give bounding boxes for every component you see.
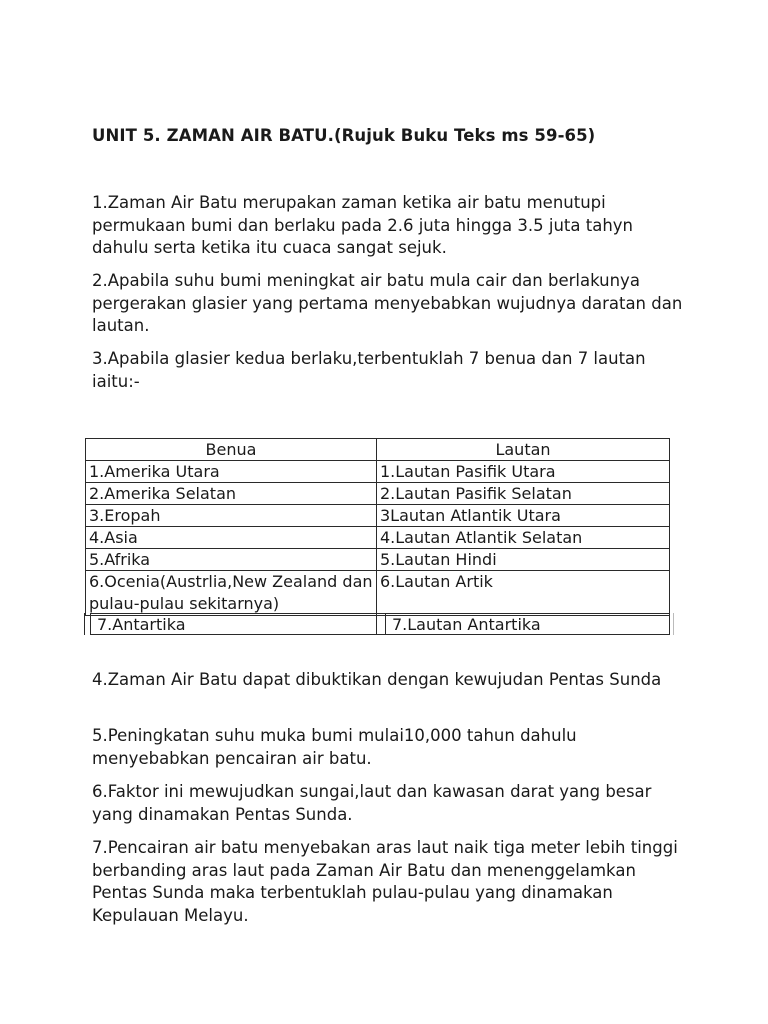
table-cell: 5.Afrika: [86, 549, 377, 571]
paragraph-1: 1.Zaman Air Batu merupakan zaman ketika air batu menutupi permukaan bumi dan berlaku pada 2.6 juta hingga 3.5 juta tahyn dahulu serta ketika itu cuaca sangat sejuk.: [92, 193, 633, 257]
table-cell: 3.Eropah: [86, 505, 377, 527]
table-row: [86, 505, 670, 527]
table-header-lautan: Lautan: [377, 439, 670, 461]
paragraph-4: 4.Zaman Air Batu dapat dibuktikan dengan kewujudan Pentas Sunda: [92, 670, 662, 689]
table-cell: 2.Amerika Selatan: [86, 483, 377, 505]
paragraph-2: 2.Apabila suhu bumi meningkat air batu mula cair dan berlakunya pergerakan glasier yang pertama menyebabkan wujudnya daratan dan lautan.: [92, 271, 683, 335]
paragraph-6: 6.Faktor ini mewujudkan sungai,laut dan kawasan darat yang besar yang dinamakan Pentas Sunda.: [92, 782, 652, 824]
table-border-stub: [84, 613, 85, 635]
table-border-stub: [673, 613, 674, 635]
table-cell: 1.Lautan Pasifik Utara: [377, 461, 670, 483]
table-cell: 3Lautan Atlantik Utara: [377, 505, 670, 527]
table-cell: 4.Lautan Atlantik Selatan: [377, 527, 670, 549]
table-row: [86, 571, 670, 616]
table-row: [86, 527, 670, 549]
table-row: [90, 613, 670, 635]
continents-oceans-table: [85, 438, 670, 616]
paragraph-5: 5.Peningkatan suhu muka bumi mulai10,000 tahun dahulu menyebabkan pencairan air batu.: [92, 726, 577, 768]
table-cell: 6.Ocenia(Austrlia,New Zealand dan pulau-pulau sekitarnya): [86, 571, 377, 616]
table-cell: 4.Asia: [86, 527, 377, 549]
table-cell: 2.Lautan Pasifik Selatan: [377, 483, 670, 505]
table-divider: [385, 613, 386, 635]
table-header-benua: Benua: [86, 439, 377, 461]
table-cell: 7.Antartika: [97, 615, 186, 634]
table-row: [86, 549, 670, 571]
table-cell: 1.Amerika Utara: [86, 461, 377, 483]
table-row: [86, 483, 670, 505]
paragraph-7: 7.Pencairan air batu menyebakan aras laut naik tiga meter lebih tinggi berbanding aras laut pada Zaman Air Batu dan menenggelamkan Pentas Sunda maka terbentuklah pulau-pulau yang dinamakan Kepulauan Melayu.: [92, 838, 678, 925]
table-cell: 7.Lautan Antartika: [392, 615, 541, 634]
table-cell: 6.Lautan Artik: [377, 571, 670, 616]
document-title: UNIT 5. ZAMAN AIR BATU.(Rujuk Buku Teks ms 59-65): [92, 126, 596, 145]
table-row: [86, 461, 670, 483]
paragraph-3: 3.Apabila glasier kedua berlaku,terbentuklah 7 benua dan 7 lautan iaitu:-: [92, 349, 646, 391]
table-header-row: [86, 439, 670, 461]
table-cell: 5.Lautan Hindi: [377, 549, 670, 571]
